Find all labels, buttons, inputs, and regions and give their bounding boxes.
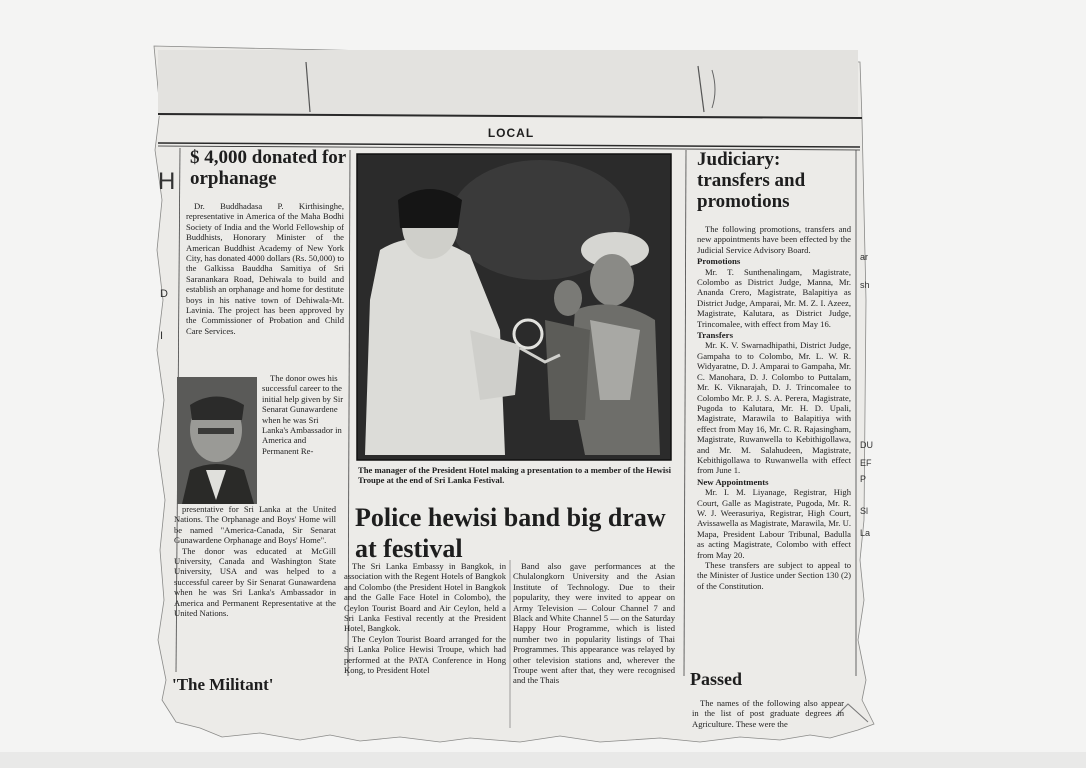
paragraph: The Sri Lanka Embassy in Bangkok, in association with the Regent Hotels of Bangkok and Colombo (the President Hotel in Bangkok and the Galle Face Hotel in Colombo), the Ceylon Tourist Board and Air Ceylon, held a Sri Lanka Festival recently at the President Hotel, Bangkok. [344, 561, 506, 634]
article-hewisi-col-b [513, 561, 675, 731]
fragment-right: EF [860, 458, 872, 468]
photo-caption: The manager of the President Hotel making a presentation to a member of the Hewisi Troupe at the end of Sri Lanka Festival. [358, 465, 672, 486]
headline-judiciary: Judiciary: transfers and promotions [697, 150, 806, 212]
subhead-new-appointments: New Appointments [697, 476, 769, 487]
paragraph: Mr. K. V. Swarnadhipathi, District Judge, Gampaha to to Colombo, Mr. L. W. R. Widyaratne, D. J. Amparai to Gampaha, Mr. C. Manohara, D. J. Colombo to Puttalam, Mr. K. Viknarajah, D. J. Trincomalee to Colombo Mr. P. J. S. A. Perera, Magistrate, Pugoda to Kalutara, Mr. H. D. Upali, Magistrate, Marawila to Balapitiya with effect from May 16, Mr. C. R. Rajasingham, Magistrate, Ruwanwella to Kebithigollawa, and Mr. M. Salahudeen, Magistrate, Kebithigollawa to Ruwanwella with effect from June 1. [697, 340, 851, 476]
paragraph: Band also gave performances at the Chulalongkorn University and the Asian Institute of Technology. Due to their popularity, they were invited to appear on Army Television — Colour Channel 7 and Black and White Channel 5 — on the Saturday Happy Hour Programme, which is listed number two in popularity listings of Thai Programmes. This appearance was relayed by other television stations and, wherever the Troupe went after that, they were recognised and the Thais [513, 561, 675, 686]
section-label: LOCAL [487, 126, 535, 140]
paragraph: The names of the following also appear in the list of post graduate degrees in Agriculture. These were the [692, 698, 844, 729]
headline-orphanage: $ 4,000 donated for orphanage [190, 148, 346, 189]
fragment-right: DU [860, 440, 873, 450]
headline-militant: 'The Militant' [172, 676, 274, 694]
article-hewisi-col-a [344, 561, 506, 731]
article-judiciary-body [697, 224, 851, 669]
section-header [156, 122, 866, 144]
fragment-right: P [860, 474, 867, 484]
fragment-right: La [860, 528, 871, 538]
paragraph: Mr. T. Sunthenalingam, Magistrate, Colombo as District Judge, Manna, Mr. Ananda Crero, Magistrate, Balapitiya as District Judge, Amparai, Mr. M. Z. I. Azeez, Magistrate, Kalutara, as District Judge, Trincomalee, with effect from May 16. [697, 266, 851, 329]
article-orphanage-body [186, 201, 344, 371]
subhead-promotions: Promotions [697, 256, 741, 267]
paragraph: These transfers are subject to appeal to the Minister of Justice under Section 130 (2) of the Constitution. [697, 560, 851, 591]
paragraph: The donor owes his successful career to the initial help given by Sir Senarat Gunawardene when he was Sri Lanka's Ambassador in America and Permanent Re- [262, 373, 344, 456]
article-passed-body [692, 698, 844, 738]
paragraph: The donor was educated at McGill University, Canada and Washington State University, USA and was helped to a successful career by Sir Senarat Gunawardena when he was Sri Lanka's Ambassador in America and Permanent Representative at the United Nations. [174, 545, 336, 619]
article-orphanage-continuation [174, 504, 336, 670]
paragraph: The Ceylon Tourist Board arranged for the Sri Lanka Police Hewisi Troupe, which had performed at the PATA Conference in Hong Kong, to President Hotel [344, 633, 506, 676]
paragraph: Dr. Buddhadasa P. Kirthisinghe, representative in America of the Maha Bodhi Society of India and the World Fellowship of Buddhists, Honorary Minister of the American Buddhist Academy of New York City, has donated 4000 dollars (Rs. 50,000) to the Galkissa Bauddha Samitiya of Sri Saranankara Road, Dehiwala to build and establish an orphanage and home for destitute boys in his native town of Dehiwala-Mt. Lavinia. The project has been approved by the Commissioner of Probation and Child Care Services. [186, 201, 344, 336]
fragment-left-i: I [160, 330, 164, 342]
paragraph: presentative for Sri Lanka at the United Nations. The Orphanage and Boys' Home will be named "America-Canada, Sir Senarat Gunawardene Orphanage and Boys' Home". [174, 504, 336, 546]
donor-portrait [177, 377, 257, 504]
fragment-right: Sl [860, 506, 869, 516]
fragment-right: sh [860, 280, 870, 290]
article-orphanage-beside-photo [262, 373, 344, 503]
headline-passed: Passed [690, 670, 743, 689]
subhead-transfers: Transfers [697, 330, 733, 341]
headline-hewisi: Police hewisi band big draw at festival [355, 503, 666, 564]
paragraph: The following promotions, transfers and new appointments have been effected by the Judicial Service Advisory Board. [697, 224, 851, 255]
fragment-right: ar [860, 252, 869, 262]
paragraph: Mr. I. M. Liyanage, Registrar, High Court, Galle as Magistrate, Pugoda, Mr. R. W. J. Weerasuriya, Registrar, High Court, Avissawella as Magistrate, Marawila, Mr. U. Mapa, President Labour Tribunal, Badulla as acting Magistrate, Colombo with effect from May 20. [697, 487, 851, 560]
fragment-left-h: H [158, 168, 176, 195]
fragment-left-d: D [160, 288, 168, 300]
festival-photo [357, 154, 671, 460]
